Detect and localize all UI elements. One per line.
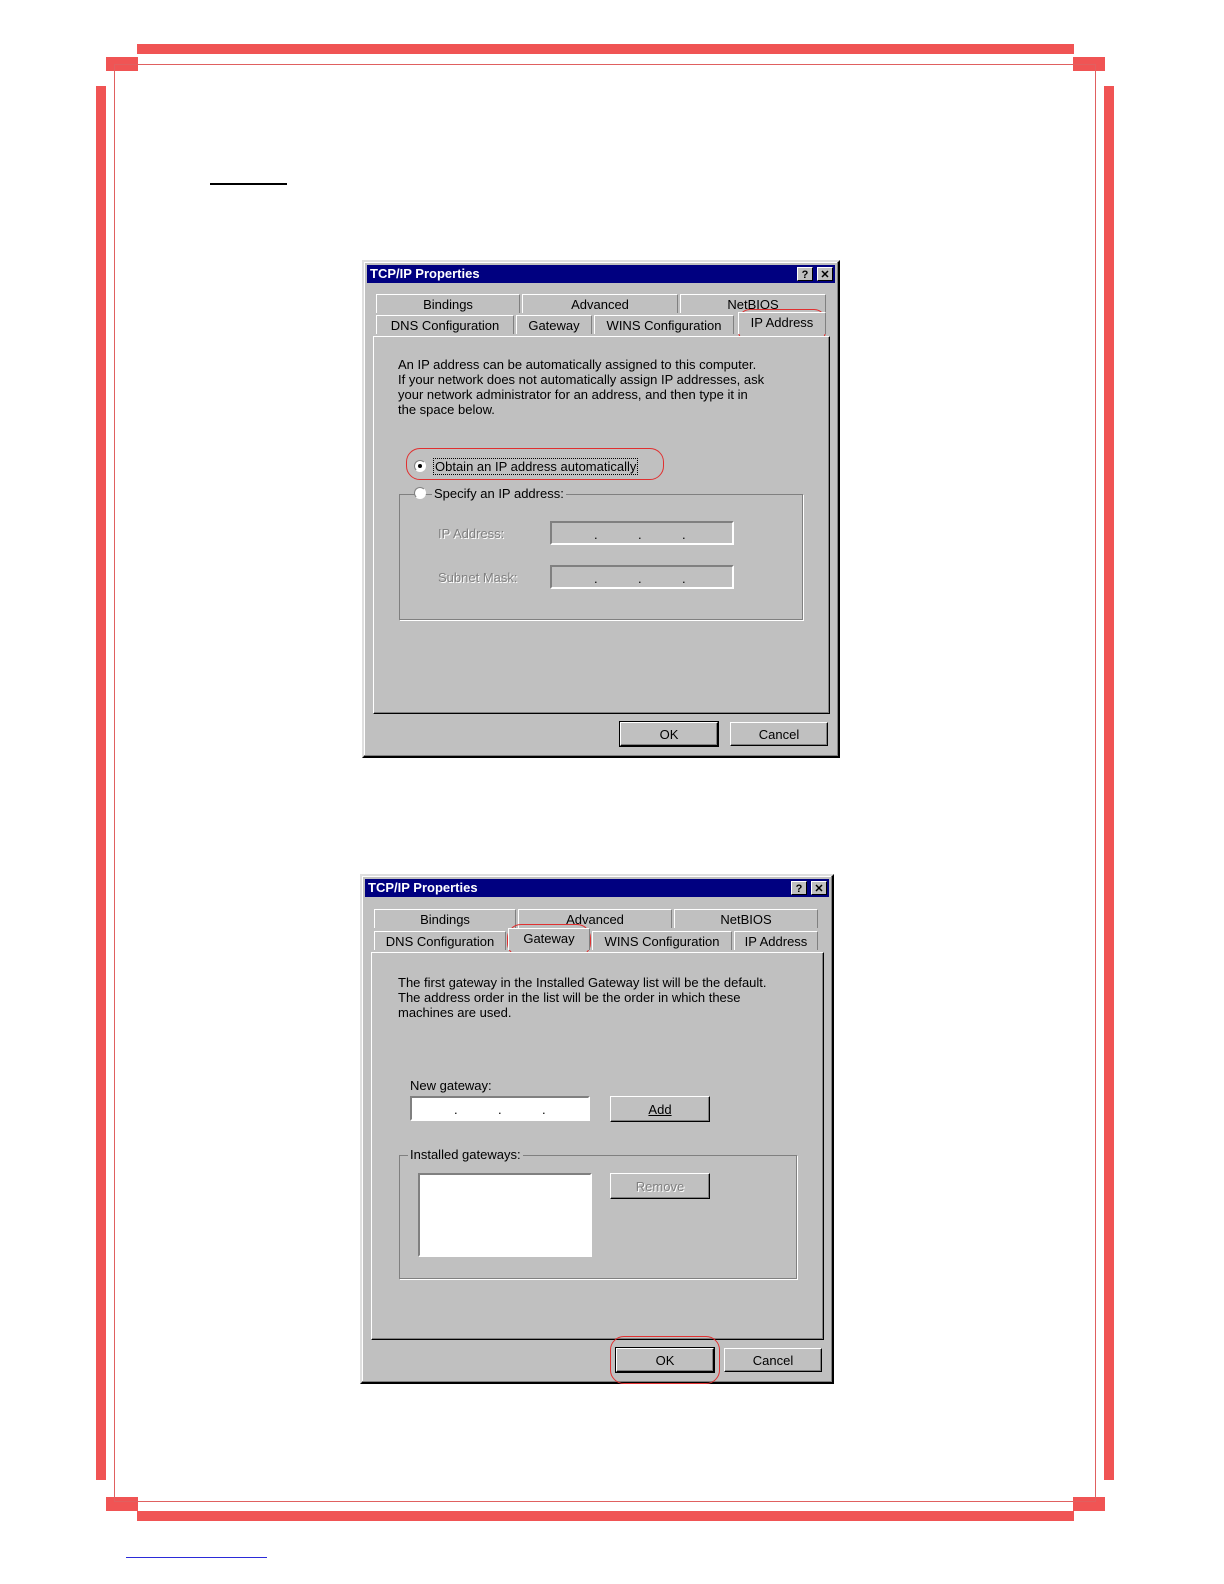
highlight-obtain-automatically [406, 448, 664, 480]
new-gateway-input[interactable] [410, 1096, 590, 1121]
ip-dot-1: . [594, 527, 598, 542]
tab-dns-configuration[interactable]: DNS Configuration [376, 315, 514, 334]
subnet-mask-label: Subnet Mask: [438, 570, 518, 585]
tab-panel [371, 952, 824, 1340]
installed-gateways-list[interactable] [418, 1173, 592, 1257]
ok-button[interactable]: OK [616, 1348, 714, 1372]
tab-wins-configuration[interactable]: WINS Configuration [594, 315, 734, 334]
radio-obtain-automatically-label[interactable]: Obtain an IP address automatically [435, 459, 637, 474]
mask-dot-2: . [638, 571, 642, 586]
tab-bindings[interactable]: Bindings [376, 294, 520, 313]
cancel-button[interactable]: Cancel [730, 722, 828, 746]
radio-specify-ip[interactable] [414, 487, 426, 499]
footer-underline [126, 1557, 267, 1558]
installed-gateways-label: Installed gateways: [410, 1147, 521, 1162]
tab-advanced[interactable]: Advanced [522, 294, 678, 313]
frame-right [1104, 86, 1114, 1480]
highlight-ok-button [610, 1336, 720, 1384]
help-icon[interactable]: ? [791, 881, 807, 895]
tcpip-dialog-ip-address [362, 260, 840, 758]
dialog-title: TCP/IP Properties [370, 266, 480, 281]
new-gateway-label: New gateway: [410, 1078, 492, 1093]
subnet-mask-input[interactable] [550, 565, 734, 589]
remove-button[interactable]: Remove [610, 1173, 710, 1199]
tab-panel [373, 336, 830, 714]
tab-advanced[interactable]: Advanced [518, 909, 672, 928]
tab-wins-configuration[interactable]: WINS Configuration [592, 931, 732, 950]
ip-dot-3: . [682, 527, 686, 542]
tcpip-dialog-gateway [360, 874, 834, 1384]
frame-bottom [137, 1511, 1074, 1521]
title-bar [367, 265, 835, 283]
tab-ip-address[interactable]: IP Address [738, 312, 826, 334]
cancel-button[interactable]: Cancel [724, 1348, 822, 1372]
specify-ip-group [399, 494, 803, 620]
tab-netbios[interactable]: NetBIOS [680, 294, 826, 313]
close-icon[interactable]: ✕ [817, 267, 833, 281]
mask-dot-3: . [682, 571, 686, 586]
gw-dot-2: . [498, 1102, 502, 1117]
mask-dot-1: . [594, 571, 598, 586]
tab-gateway[interactable]: Gateway [508, 928, 590, 950]
ip-dot-2: . [638, 527, 642, 542]
ip-address-input[interactable] [550, 521, 734, 545]
tab-gateway[interactable]: Gateway [516, 315, 592, 334]
decorative-underline [210, 183, 287, 185]
tab-netbios[interactable]: NetBIOS [674, 909, 818, 928]
tab-ip-address[interactable]: IP Address [734, 931, 818, 950]
ok-button[interactable]: OK [620, 722, 718, 746]
dialog-title: TCP/IP Properties [368, 880, 478, 895]
description-text: The first gateway in the Installed Gateway list will be the default. The address order in the list will be the order in which these machines are used. [398, 975, 767, 1020]
radio-specify-ip-label[interactable]: Specify an IP address: [434, 486, 564, 501]
gw-dot-3: . [542, 1102, 546, 1117]
frame-left [96, 86, 106, 1480]
add-button[interactable]: Add [610, 1096, 710, 1122]
title-bar [365, 879, 829, 897]
close-icon[interactable]: ✕ [811, 881, 827, 895]
gw-dot-1: . [454, 1102, 458, 1117]
tab-bindings[interactable]: Bindings [374, 909, 516, 928]
tab-dns-configuration[interactable]: DNS Configuration [374, 931, 506, 950]
ip-address-label: IP Address: [438, 526, 505, 541]
description-text: An IP address can be automatically assigned to this computer. If your network does not automatically assign IP addresses, ask your network administrator for an address, and then type it in the space below. [398, 357, 765, 417]
help-icon[interactable]: ? [797, 267, 813, 281]
frame-top [137, 44, 1074, 54]
